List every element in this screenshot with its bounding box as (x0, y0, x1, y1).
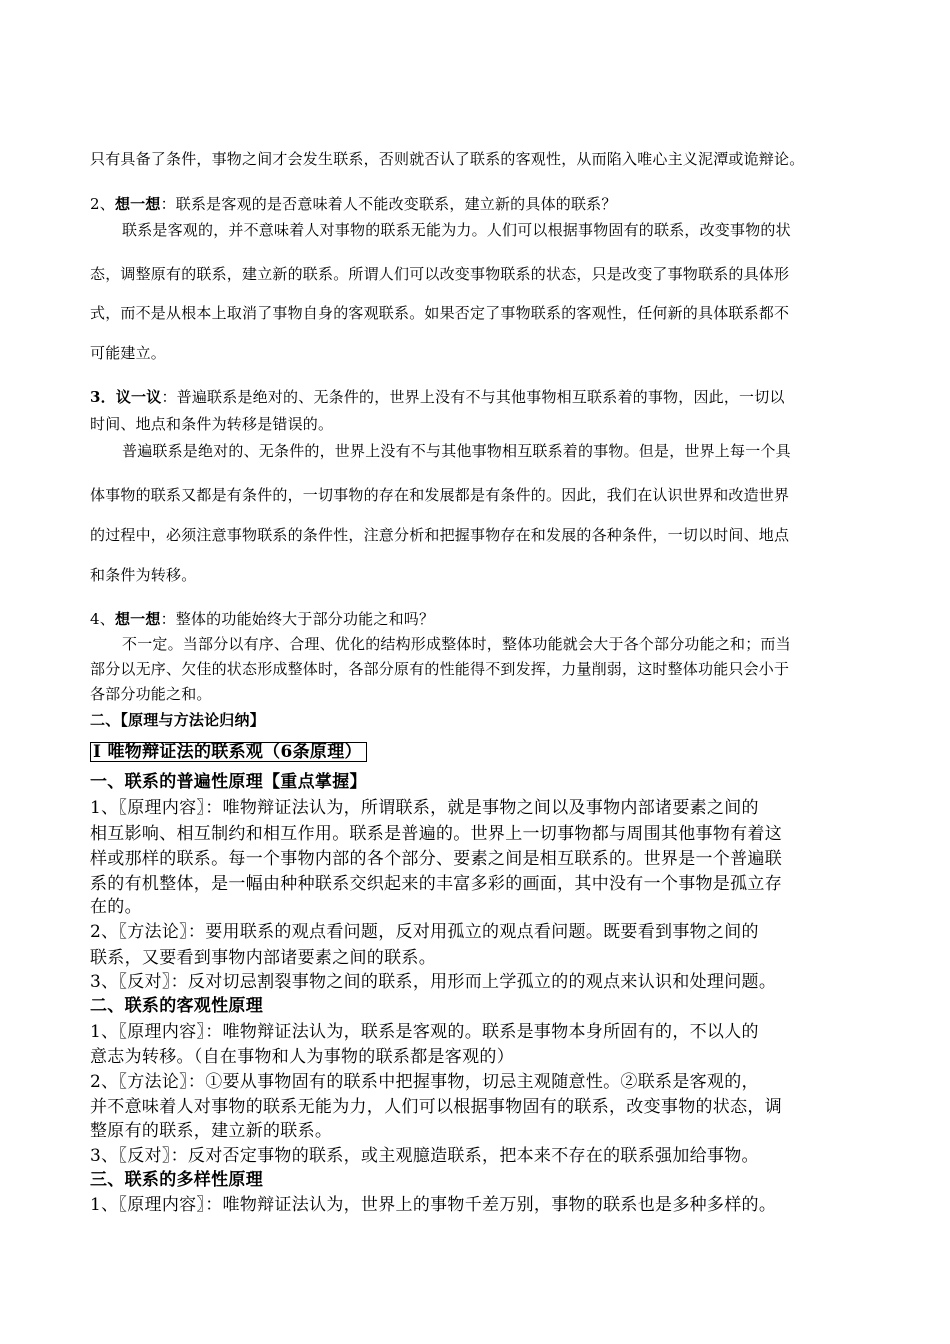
answer-line: 联系是客观的，并不意味着人对事物的联系无能为力。人们可以根据事物固有的联系，改变事物的状 (122, 221, 791, 239)
text-line: 3、〖反对〗：反对切忌割裂事物之间的联系，用形而上学孤立的的观点来认识和处理问题。 (90, 972, 777, 992)
answer-line: 不一定。当部分以有序、合理、优化的结构形成整体时，整体功能就会大于各个部分功能之和；而当 (122, 635, 791, 653)
question-text: ：联系是客观的是否意味着人不能改变联系，建立新的具体的联系？ (160, 195, 617, 213)
question-text: ：整体的功能始终大于部分功能之和吗？ (160, 610, 435, 628)
subsection-title: 二、联系的客观性原理 (90, 996, 263, 1016)
text-line: 2、〖方法论〗：要用联系的观点看问题，反对用孤立的观点看问题。既要看到事物之间的 (90, 922, 759, 942)
question-label: 想一想 (114, 610, 161, 628)
question-label: 想一想 (114, 195, 161, 213)
answer-line: 态，调整原有的联系，建立新的联系。所谓人们可以改变事物联系的状态，只是改变了事物联系的具体形 (90, 265, 790, 283)
boxed-title-text: Ⅰ 唯物辩证法的联系观（6条原理） (90, 742, 367, 762)
answer-line: 体事物的联系又都是有条件的，一切事物的存在和发展都是有条件的。因此，我们在认识世界和改造世界 (90, 486, 790, 504)
boxed-title (90, 742, 367, 762)
subsection-title: 一、联系的普遍性原理【重点掌握】 (90, 772, 367, 792)
answer-line: 普遍联系是绝对的、无条件的，世界上没有不与其他事物相互联系着的事物。但是，世界上每一个具 (122, 442, 791, 460)
answer-line: 的过程中，必须注意事物联系的条件性，注意分析和把握事物存在和发展的各种条件，一切以时间、地点 (90, 526, 790, 544)
answer-line: 式，而不是从根本上取消了事物自身的客观联系。如果否定了事物联系的客观性，任何新的具体联系都不 (90, 304, 790, 322)
text-line: 联系，又要看到事物内部诸要素之间的联系。 (90, 948, 436, 968)
text-line: 3、〖反对〗：反对否定事物的联系，或主观臆造联系，把本来不存在的联系强加给事物。 (90, 1146, 759, 1166)
text-line: 1、〖原理内容〗：唯物辩证法认为，世界上的事物千差万别，事物的联系也是多种多样的。 (90, 1195, 777, 1215)
answer-line: 和条件为转移。 (90, 566, 197, 584)
question-2 (90, 193, 617, 214)
question-number: 2、 (90, 195, 115, 213)
text-line: 1、〖原理内容〗：唯物辩证法认为，所谓联系，就是事物之间以及事物内部诸要素之间的 (90, 798, 759, 818)
text-line: 整原有的联系，建立新的联系。 (90, 1121, 333, 1141)
text-line: 相互影响、相互制约和相互作用。联系是普遍的。世界上一切事物都与周围其他事物有着这 (90, 824, 782, 844)
question-text: ：普遍联系是绝对的、无条件的，世界上没有不与其他事物相互联系着的事物，因此，一切以 (161, 388, 785, 406)
text-line: 样或那样的联系。每一个事物内部的各个部分、要素之间是相互联系的。世界是一个普遍联 (90, 849, 782, 869)
text-line: 在的。 (90, 897, 142, 917)
question-label: 议一议 (115, 388, 162, 406)
answer-line: 部分以无序、欠佳的状态形成整体时，各部分原有的性能得不到发挥，力量削弱，这时整体功能只会小于 (90, 660, 790, 678)
text-line: 1、〖原理内容〗：唯物辩证法认为，联系是客观的。联系是事物本身所固有的，不以人的 (90, 1022, 759, 1042)
question-number: 3． (90, 388, 116, 406)
answer-line: 可能建立。 (90, 344, 167, 362)
text-line: 2、〖方法论〗：①要从事物固有的联系中把握事物，切忌主观随意性。②联系是客观的， (90, 1072, 759, 1092)
text-line: 意志为转移。（自在事物和人为事物的联系都是客观的） (90, 1047, 514, 1067)
question-4 (90, 608, 434, 629)
question-3 (90, 386, 785, 407)
question-number: 4、 (90, 610, 115, 628)
answer-line: 各部分功能之和。 (90, 685, 212, 703)
section-heading: 二、【原理与方法论归纳】 (90, 711, 265, 729)
text-line: 系的有机整体，是一幅由种种联系交织起来的丰富多彩的画面，其中没有一个事物是孤立存 (90, 874, 782, 894)
paragraph: 只有具备了条件，事物之间才会发生联系，否则就否认了联系的客观性，从而陷入唯心主义泥潭或诡辩论。 (90, 150, 805, 168)
text-line: 并不意味着人对事物的联系无能为力，人们可以根据事物固有的联系，改变事物的状态，调 (90, 1097, 782, 1117)
question-text-cont: 时间、地点和条件为转移是错误的。 (90, 415, 334, 433)
subsection-title: 三、联系的多样性原理 (90, 1170, 263, 1190)
